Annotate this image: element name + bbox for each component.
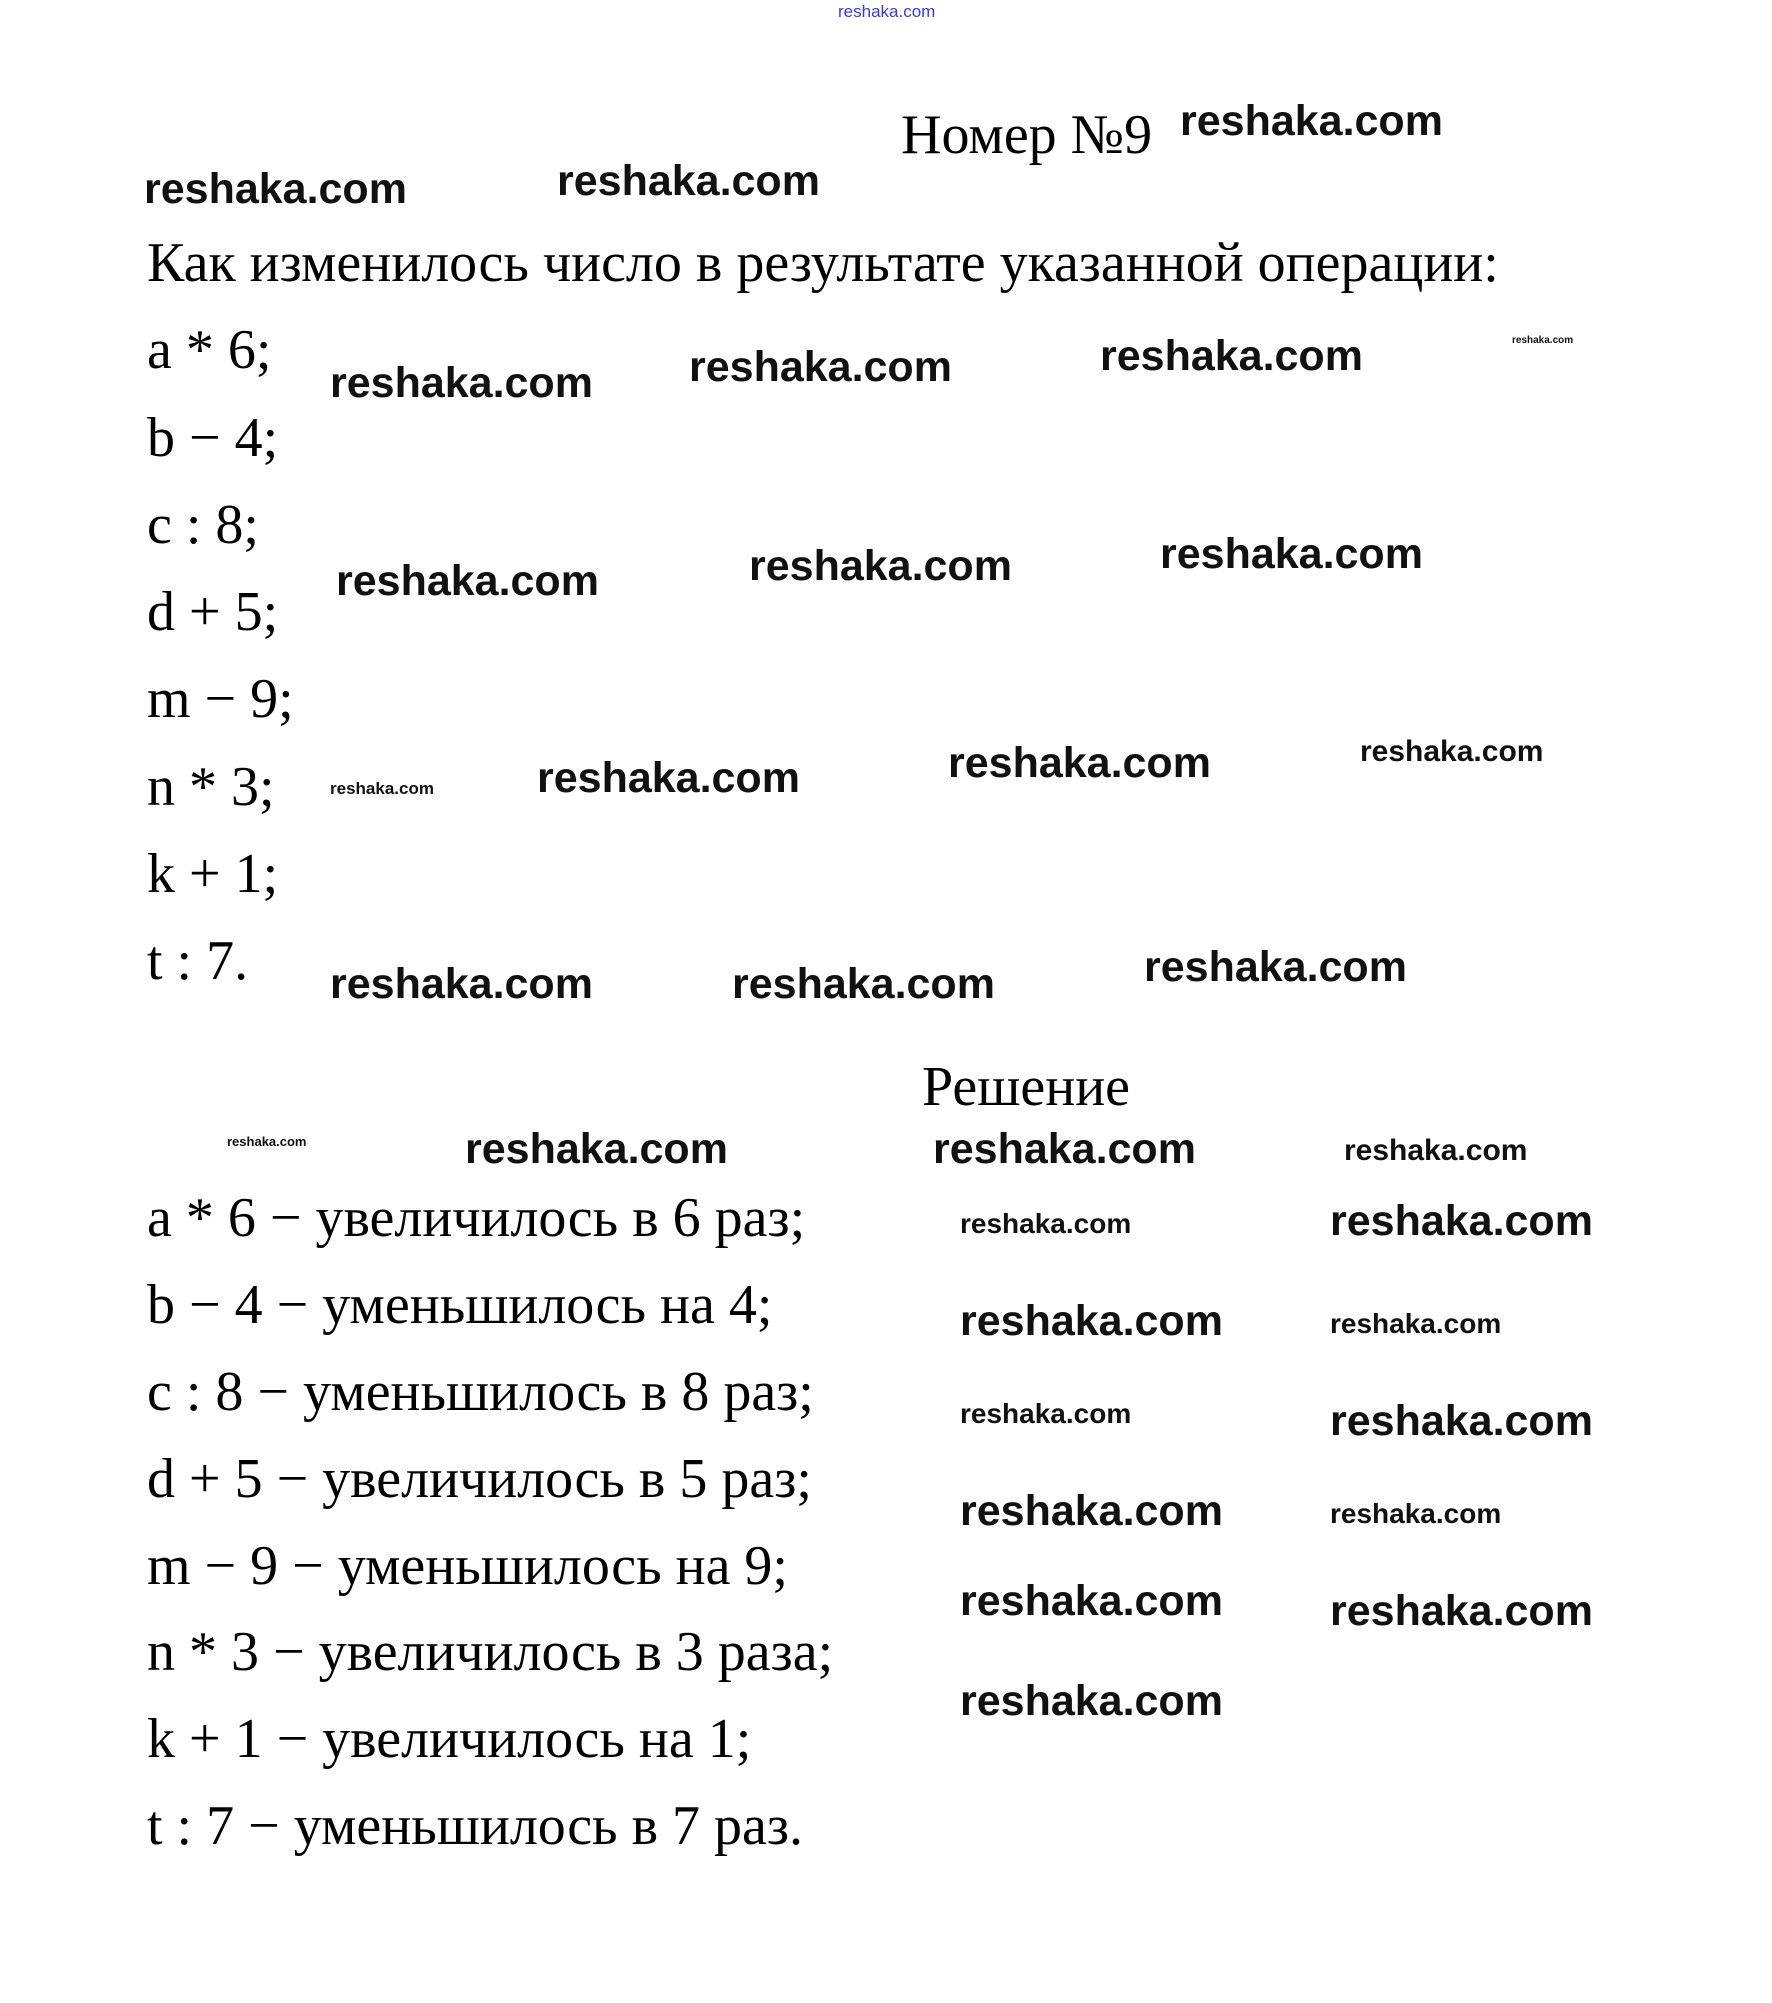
watermark-text: reshaka.com bbox=[557, 157, 820, 205]
problem-title: Номер №9 bbox=[901, 104, 1153, 166]
watermark-text: reshaka.com bbox=[1144, 943, 1407, 991]
watermark-text: reshaka.com bbox=[1160, 530, 1423, 578]
problem-item: d + 5; bbox=[147, 581, 279, 643]
watermark-text: reshaka.com bbox=[749, 542, 1012, 590]
watermark-text: reshaka.com bbox=[1180, 97, 1443, 145]
problem-item: k + 1; bbox=[147, 843, 279, 905]
watermark-text: reshaka.com bbox=[336, 557, 599, 605]
watermark-text: reshaka.com bbox=[732, 960, 995, 1008]
watermark-text: reshaka.com bbox=[330, 359, 593, 407]
watermark-text: reshaka.com bbox=[960, 1487, 1223, 1535]
watermark-text: reshaka.com bbox=[1330, 1197, 1593, 1245]
problem-question: Как изменилось число в результате указанной операции: bbox=[147, 232, 1499, 294]
watermark-text: reshaka.com bbox=[1100, 332, 1363, 380]
watermark-text: reshaka.com bbox=[960, 1208, 1132, 1239]
problem-item: b − 4; bbox=[147, 407, 279, 469]
watermark-text: reshaka.com bbox=[1330, 1498, 1502, 1529]
watermark-text: reshaka.com bbox=[960, 1577, 1223, 1625]
watermark-text: reshaka.com bbox=[144, 165, 407, 213]
site-link[interactable]: reshaka.com bbox=[838, 2, 936, 21]
watermark-text: reshaka.com bbox=[1330, 1397, 1593, 1445]
watermark-text: reshaka.com bbox=[1360, 735, 1544, 768]
solution-item: b − 4 − уменьшилось на 4; bbox=[147, 1274, 773, 1336]
solution-item: m − 9 − уменьшилось на 9; bbox=[147, 1535, 788, 1597]
watermark-text: reshaka.com bbox=[689, 343, 952, 391]
problem-item: a * 6; bbox=[147, 319, 272, 381]
watermark-text: reshaka.com bbox=[948, 739, 1211, 787]
solution-item: a * 6 − увеличилось в 6 раз; bbox=[147, 1187, 806, 1249]
solution-item: d + 5 − увеличилось в 5 раз; bbox=[147, 1448, 812, 1510]
watermark-text: reshaka.com bbox=[1512, 335, 1574, 346]
watermark-text: reshaka.com bbox=[537, 754, 800, 802]
watermark-text: reshaka.com bbox=[1330, 1587, 1593, 1635]
solution-item: c : 8 − уменьшилось в 8 раз; bbox=[147, 1361, 814, 1423]
problem-item: m − 9; bbox=[147, 668, 294, 730]
watermark-text: reshaka.com bbox=[330, 779, 434, 798]
problem-item: t : 7. bbox=[147, 930, 249, 992]
problem-item: n * 3; bbox=[147, 756, 275, 818]
watermark-text: reshaka.com bbox=[960, 1677, 1223, 1725]
solution-item: n * 3 − увеличилось в 3 раза; bbox=[147, 1621, 834, 1683]
watermark-text: reshaka.com bbox=[330, 960, 593, 1008]
watermark-text: reshaka.com bbox=[465, 1125, 728, 1173]
watermark-text: reshaka.com bbox=[1344, 1134, 1528, 1167]
watermark-text: reshaka.com bbox=[1330, 1308, 1502, 1339]
watermark-text: reshaka.com bbox=[227, 1134, 307, 1149]
problem-item: c : 8; bbox=[147, 494, 259, 556]
watermark-text: reshaka.com bbox=[960, 1398, 1132, 1429]
watermark-text: reshaka.com bbox=[960, 1297, 1223, 1345]
solution-item: k + 1 − увеличилось на 1; bbox=[147, 1708, 752, 1770]
watermark-text: reshaka.com bbox=[933, 1125, 1196, 1173]
solution-title: Решение bbox=[922, 1056, 1131, 1118]
solution-item: t : 7 − уменьшилось в 7 раз. bbox=[147, 1795, 804, 1857]
